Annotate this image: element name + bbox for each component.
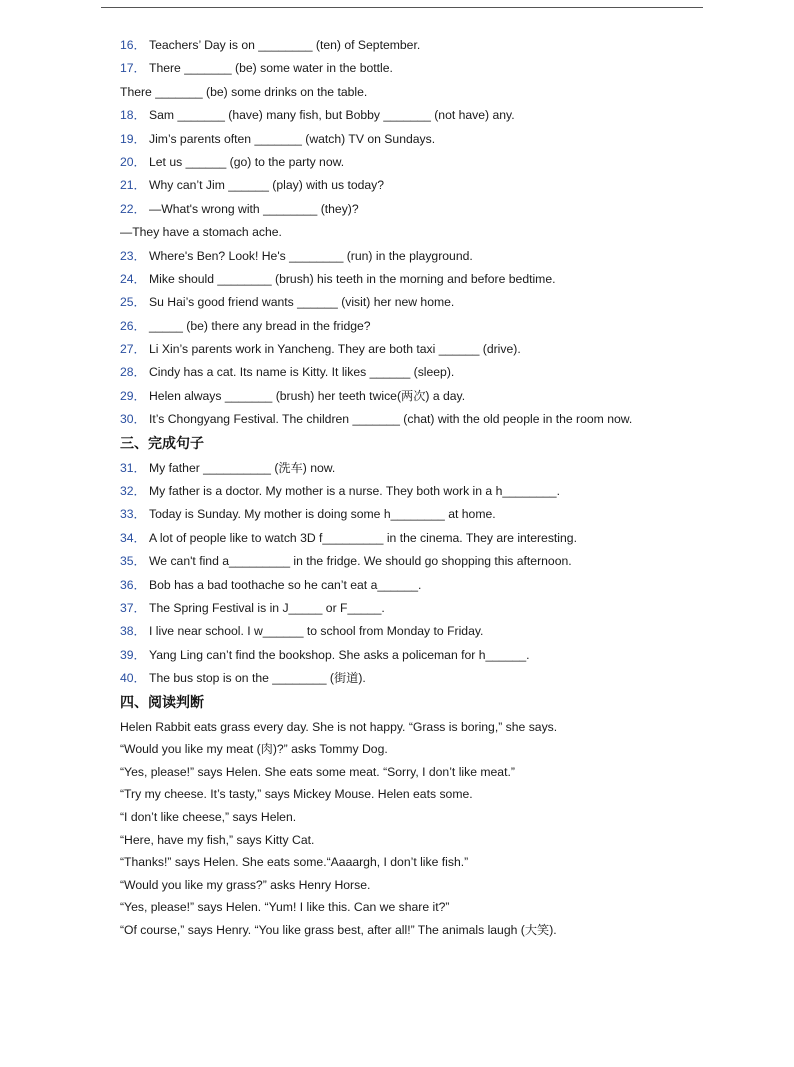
question-text: It’s Chongyang Festival. The children _______ (chat) with the old people in the room now. bbox=[149, 412, 633, 427]
question-item bbox=[120, 128, 720, 151]
question-number: 18． bbox=[120, 108, 146, 123]
question-text: Mike should ________ (brush) his teeth in the morning and before bedtime. bbox=[149, 271, 556, 286]
question-item bbox=[120, 385, 720, 408]
question-number: 38． bbox=[120, 624, 146, 639]
question-text: Cindy has a cat. Its name is Kitty. It likes ______ (sleep). bbox=[149, 365, 455, 380]
question-number: 39． bbox=[120, 647, 146, 662]
question-text: Where's Ben? Look! He's ________ (run) in the playground. bbox=[149, 248, 473, 263]
question-text: I live near school. I w______ to school from Monday to Friday. bbox=[149, 624, 484, 639]
question-number: 22． bbox=[120, 201, 146, 216]
question-text: Su Hai’s good friend wants ______ (visit) her new home. bbox=[149, 295, 455, 310]
question-text: —They have a stomach ache. bbox=[120, 225, 282, 240]
question-item bbox=[120, 597, 720, 620]
question-number: 34． bbox=[120, 530, 146, 545]
question-number: 35． bbox=[120, 554, 146, 569]
question-item bbox=[120, 57, 720, 80]
question-number: 25． bbox=[120, 295, 146, 310]
question-number: 33． bbox=[120, 507, 146, 522]
passage-line: “Thanks!” says Helen. She eats some.“Aaaargh, I don’t like fish.” bbox=[120, 855, 469, 870]
question-number: 26． bbox=[120, 318, 146, 333]
question-text: There _______ (be) some water in the bottle. bbox=[149, 61, 393, 76]
question-item bbox=[120, 338, 720, 361]
question-list-part1 bbox=[120, 34, 720, 432]
question-text: My father is a doctor. My mother is a nurse. They both work in a h________. bbox=[149, 484, 560, 499]
passage-line: “Would you like my meat (肉)?” asks Tommy Dog. bbox=[120, 742, 388, 757]
passage-line: “Yes, please!” says Helen. “Yum! I like this. Can we share it?” bbox=[120, 900, 450, 915]
question-text: Let us ______ (go) to the party now. bbox=[149, 154, 345, 169]
question-text: _____ (be) there any bread in the fridge? bbox=[149, 318, 371, 333]
section-title-complete-sentences: 三、完成句子 bbox=[120, 435, 204, 452]
question-item bbox=[120, 104, 720, 127]
question-text: Helen always _______ (brush) her teeth twice(两次) a day. bbox=[149, 388, 466, 403]
question-number: 32． bbox=[120, 484, 146, 499]
question-item bbox=[120, 408, 720, 431]
reading-passage bbox=[120, 716, 720, 942]
question-text: A lot of people like to watch 3D f_________ in the cinema. They are interesting. bbox=[149, 530, 577, 545]
question-number: 24． bbox=[120, 271, 146, 286]
question-item bbox=[120, 527, 720, 550]
question-continuation bbox=[120, 221, 720, 244]
question-item bbox=[120, 550, 720, 573]
question-item bbox=[120, 620, 720, 643]
question-item bbox=[120, 457, 720, 480]
question-text: Sam _______ (have) many fish, but Bobby _______ (not have) any. bbox=[149, 108, 515, 123]
section-title-reading-judgment: 四、阅读判断 bbox=[120, 694, 204, 711]
passage-line: “Try my cheese. It’s tasty,” says Mickey Mouse. Helen eats some. bbox=[120, 787, 473, 802]
question-text: Jim’s parents often _______ (watch) TV on Sundays. bbox=[149, 131, 436, 146]
question-item bbox=[120, 480, 720, 503]
passage-line: “Here, have my fish,” says Kitty Cat. bbox=[120, 832, 315, 847]
question-number: 21． bbox=[120, 178, 146, 193]
question-number: 40． bbox=[120, 671, 146, 686]
question-number: 17． bbox=[120, 61, 146, 76]
question-text: Why can’t Jim ______ (play) with us today? bbox=[149, 178, 385, 193]
passage-line: “Yes, please!” says Helen. She eats some meat. “Sorry, I don’t like meat.” bbox=[120, 764, 515, 779]
question-item bbox=[120, 291, 720, 314]
passage-line: “Would you like my grass?” asks Henry Horse. bbox=[120, 877, 371, 892]
passage-line: Helen Rabbit eats grass every day. She is not happy. “Grass is boring,” she says. bbox=[120, 719, 558, 734]
worksheet-content bbox=[120, 34, 720, 941]
question-number: 16． bbox=[120, 38, 146, 52]
question-number: 30． bbox=[120, 412, 146, 427]
question-number: 29． bbox=[120, 388, 146, 403]
question-item bbox=[120, 574, 720, 597]
question-number: 36． bbox=[120, 577, 146, 592]
question-text: Bob has a bad toothache so he can’t eat a______. bbox=[149, 577, 422, 592]
question-text: My father __________ (洗车) now. bbox=[149, 460, 336, 475]
question-item bbox=[120, 667, 720, 690]
question-list-part2 bbox=[120, 457, 720, 691]
question-item bbox=[120, 268, 720, 291]
question-text: The bus stop is on the ________ (街道). bbox=[149, 671, 366, 686]
question-number: 31． bbox=[120, 460, 146, 475]
question-item bbox=[120, 245, 720, 268]
question-item bbox=[120, 198, 720, 221]
question-item bbox=[120, 34, 720, 57]
question-number: 20． bbox=[120, 154, 146, 169]
top-rule bbox=[101, 7, 703, 8]
question-number: 28． bbox=[120, 365, 146, 380]
question-text: Yang Ling can’t find the bookshop. She asks a policeman for h______. bbox=[149, 647, 530, 662]
question-text: Today is Sunday. My mother is doing some h________ at home. bbox=[149, 507, 496, 522]
passage-line: “I don’t like cheese,” says Helen. bbox=[120, 809, 297, 824]
question-item bbox=[120, 315, 720, 338]
question-number: 27． bbox=[120, 342, 146, 357]
question-item bbox=[120, 503, 720, 526]
question-item bbox=[120, 174, 720, 197]
question-item bbox=[120, 361, 720, 384]
question-text: There _______ (be) some drinks on the table. bbox=[120, 84, 368, 99]
question-text: The Spring Festival is in J_____ or F_____. bbox=[149, 600, 385, 615]
question-continuation bbox=[120, 81, 720, 104]
question-number: 37． bbox=[120, 600, 146, 615]
question-text: Teachers’ Day is on ________ (ten) of September. bbox=[149, 38, 421, 52]
question-text: We can't find a_________ in the fridge. We should go shopping this afternoon. bbox=[149, 554, 572, 569]
question-item bbox=[120, 644, 720, 667]
question-number: 19． bbox=[120, 131, 146, 146]
question-text: Li Xin’s parents work in Yancheng. They are both taxi ______ (drive). bbox=[149, 342, 521, 357]
question-text: —What's wrong with ________ (they)? bbox=[149, 201, 359, 216]
question-item bbox=[120, 151, 720, 174]
question-number: 23． bbox=[120, 248, 146, 263]
passage-line: “Of course,” says Henry. “You like grass best, after all!” The animals laugh (大笑). bbox=[120, 922, 557, 937]
